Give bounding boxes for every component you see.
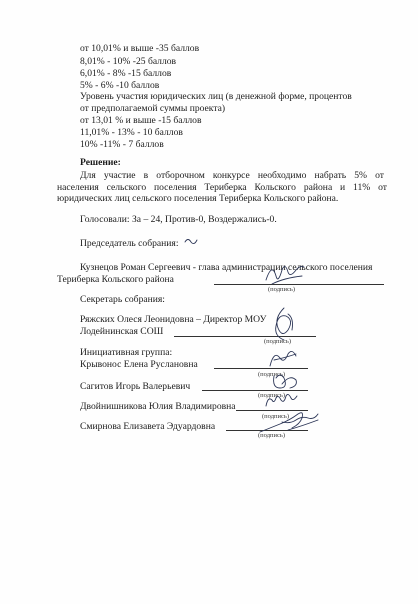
initiative-label: Инициативная группа: — [80, 347, 173, 358]
legal-heading-2: от предполагаемой суммы проекта) — [80, 103, 226, 114]
member-2-signature-caption: (подпись) — [258, 392, 285, 399]
chair-signature-caption: (подпись) — [268, 286, 295, 293]
member-2-name: Сагитов Игорь Валерьевич — [80, 381, 191, 392]
member-1-signature-icon — [266, 346, 300, 372]
chair-name-line-2: Териберка Кольского района — [57, 274, 174, 285]
member-4-signature-caption: (подпись) — [258, 432, 285, 439]
member-3-signature-icon — [262, 392, 302, 412]
vote-result: Голосовали: За – 24, Против-0, Воздержались-0. — [80, 214, 277, 225]
chair-label: Председатель собрания: — [80, 238, 179, 249]
member-4-signature-icon — [258, 410, 324, 438]
secretary-label: Секретарь собрания: — [80, 294, 165, 305]
secretary-signature-icon — [268, 304, 302, 346]
criteria-line-1: от 10,01% и выше -35 баллов — [80, 43, 200, 54]
criteria-line-3: 6,01% - 8% -15 баллов — [80, 68, 172, 79]
secretary-name-line-1: Ряжских Олеся Леонидовна – Директор МОУ — [80, 314, 267, 325]
secretary-name-line-2: Лодейнинская СОШ — [80, 326, 164, 337]
chair-name-line-1: Кузнецов Роман Сергеевич - глава администрации сельского поселения — [80, 262, 373, 273]
member-4-name: Смирнова Елизавета Эдуардовна — [80, 421, 216, 432]
member-1-signature-caption: (подпись) — [258, 371, 285, 378]
secretary-signature-caption: (подпись) — [264, 338, 291, 345]
member-3-name: Двойнишникова Юлия Владимировна — [80, 401, 236, 412]
decision-heading: Решение: — [80, 157, 121, 168]
criteria-line-2: 8,01% - 10% -25 баллов — [80, 56, 177, 67]
chair-signature-icon — [262, 258, 308, 288]
decision-line-3: юридических лиц сельского поселения Териберка Кольского района. — [57, 193, 339, 204]
member-1-name: Крывонос Елена Руслановна — [80, 359, 198, 370]
criteria-line-4: 5% - 6% -10 баллов — [80, 80, 160, 91]
legal-line-1: от 13,01 % и выше -15 баллов — [80, 115, 202, 126]
legal-line-3: 10% -11% - 7 баллов — [80, 139, 164, 150]
legal-heading-1: Уровень участия юридических лиц (в денежной форме, процентов — [80, 91, 352, 102]
decision-line-1: Для участие в отборочном конкурсе необходимо набрать 5% от — [80, 170, 384, 181]
member-2-signature-icon — [268, 370, 302, 394]
member-3-signature-caption: (подпись) — [262, 413, 289, 420]
decision-line-2: населения сельского поселения Териберка Кольского района и 11% от — [57, 182, 387, 193]
legal-line-2: 11,01% - 13% - 10 баллов — [80, 127, 183, 138]
chair-mark-icon — [182, 234, 204, 248]
